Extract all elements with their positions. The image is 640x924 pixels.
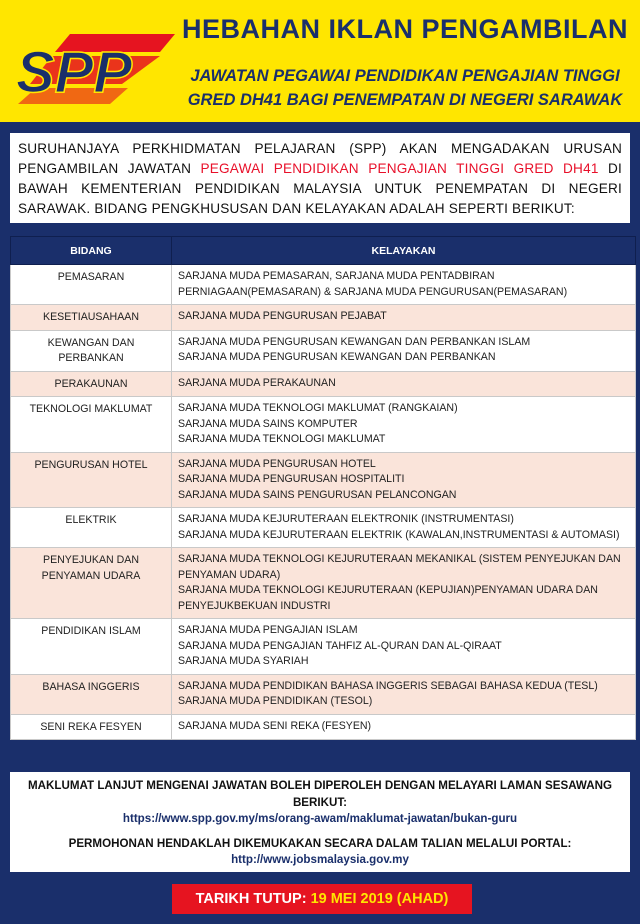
subtitle-line-1: JAWATAN PEGAWAI PENDIDIKAN PENGAJIAN TINGGI [190,67,620,85]
bidang-cell [11,330,172,371]
table-body [11,265,636,740]
kelayakan-line: SARJANA MUDA TEKNOLOGI MAKLUMAT [178,433,386,445]
bidang-cell [11,619,172,675]
kelayakan-line: SARJANA MUDA PENDIDIKAN (TESOL) [178,695,373,707]
bidang-line: BAHASA INGGERIS [42,680,140,693]
bidang-line: PERBANKAN [58,352,124,364]
page-title: HEBAHAN IKLAN PENGAMBILAN [182,14,628,44]
kelayakan-line: SARJANA MUDA PEMASARAN, SARJANA MUDA PENTADBIRAN PERNIAGAAN(PEMASARAN) & SARJANA MUDA PENGURUSAN(PEMASARAN) [178,270,568,298]
kelayakan-line: SARJANA MUDA SAINS PENGURUSAN PELANCONGAN [178,488,457,501]
bidang-line: TEKNOLOGI MAKLUMAT [29,403,153,415]
header-bidang: BIDANG [11,237,172,265]
bidang-line: PEMASARAN [57,271,125,283]
info-line-1: MAKLUMAT LANJUT MENGENAI JAWATAN BOLEH DIPEROLEH DENGAN MELAYARI LAMAN SESAWANG BERIKUT: [28,779,612,809]
bidang-cell [11,305,172,331]
bidang-line: PENYAMAN UDARA [41,569,141,582]
bidang-line: ELEKTRIK [65,514,117,526]
bidang-cell [11,371,172,397]
bidang-line: PENYEJUKAN DAN [43,554,139,566]
header-kelayakan: KELAYAKAN [172,237,636,265]
table-row [11,548,636,619]
bidang-line: KEWANGAN DAN [47,336,135,349]
deadline-label: TARIKH TUTUP: [195,891,307,907]
bidang-line: PENDIDIKAN ISLAM [41,625,141,637]
kelayakan-line: SARJANA MUDA SENI REKA (FESYEN) [178,719,372,732]
bidang-cell [11,548,172,619]
kelayakan-line: SARJANA MUDA TEKNOLOGI KEJURUTERAAN MEKANIKAL (SISTEM PENYEJUKAN DAN PENYAMAN UDARA) [178,553,621,581]
kelayakan-line: SARJANA MUDA TEKNOLOGI KEJURUTERAAN (KEPUJIAN)PENYAMAN UDARA DAN PENYEJUKBEKUAN INDUSTRI [178,584,598,612]
bidang-line: PERAKAUNAN [54,377,128,390]
bidang-cell [11,452,172,508]
subtitle-line-2: GRED DH41 BAGI PENEMPATAN DI NEGERI SARAWAK [187,91,623,109]
table-row [11,452,636,508]
kelayakan-line: SARJANA MUDA SAINS KOMPUTER [178,417,358,430]
kelayakan-cell [172,397,636,453]
kelayakan-line: SARJANA MUDA PENDIDIKAN BAHASA INGGERIS SEBAGAI BAHASA KEDUA (TESL) [178,679,598,692]
kelayakan-line: SARJANA MUDA SYARIAH [178,655,309,667]
kelayakan-cell [172,619,636,675]
kelayakan-line: SARJANA MUDA PENGURUSAN PEJABAT [178,310,387,322]
kelayakan-line: SARJANA MUDA PENGURUSAN HOTEL [178,457,376,470]
bidang-cell [11,674,172,714]
table-row [11,371,636,397]
info-link-1[interactable]: https://www.spp.gov.my/ms/orang-awam/maklumat-jawatan/bukan-guru [122,812,518,825]
header-banner [0,0,640,122]
table-header-row [11,237,636,265]
kelayakan-line: SARJANA MUDA TEKNOLOGI MAKLUMAT (RANGKAIAN) [178,402,458,414]
deadline-date: 19 MEI 2019 (AHAD) [310,891,449,907]
bidang-cell [11,714,172,740]
kelayakan-line: SARJANA MUDA PENGAJIAN ISLAM [178,624,358,636]
kelayakan-cell [172,371,636,397]
info-link-2[interactable]: http://www.jobsmalaysia.gov.my [231,853,409,866]
table-row [11,265,636,305]
kelayakan-line: SARJANA MUDA PERAKAUNAN [178,376,336,389]
table-row [11,305,636,331]
kelayakan-line: SARJANA MUDA PENGURUSAN KEWANGAN DAN PERBANKAN ISLAM [178,335,531,348]
table-row [11,619,636,675]
kelayakan-cell [172,330,636,371]
kelayakan-cell [172,548,636,619]
intro-highlight: PEGAWAI PENDIDIKAN PENGAJIAN TINGGI GRED DH41 [200,161,599,176]
kelayakan-cell [172,674,636,714]
table-row [11,330,636,371]
qualification-table [10,236,636,740]
kelayakan-cell [172,305,636,331]
kelayakan-cell [172,714,636,740]
kelayakan-line: SARJANA MUDA KEJURUTERAAN ELEKTRIK (KAWALAN,INSTRUMENTASI & AUTOMASI) [178,528,620,541]
spp-logo [10,26,175,106]
bidang-line: KESETIAUSAHAAN [43,311,139,323]
kelayakan-cell [172,452,636,508]
kelayakan-line: SARJANA MUDA PENGAJIAN TAHFIZ AL-QURAN DAN AL-QIRAAT [178,639,502,652]
bidang-cell [11,265,172,305]
page-subtitle [180,64,630,112]
table-row [11,508,636,548]
info-gap [18,828,622,836]
table-row [11,714,636,740]
intro-text-1: SURUHANJAYA PERKHIDMATAN PELAJARAN (SPP) AKAN MENGADAKAN URUSAN PENGAMBILAN JAWATAN [18,141,622,176]
info-line-2: PERMOHONAN HENDAKLAH DIKEMUKAKAN SECARA DALAM TALIAN MELALUI PORTAL: [68,836,572,850]
kelayakan-cell [172,508,636,548]
kelayakan-cell [172,265,636,305]
bidang-line: PENGURUSAN HOTEL [34,458,148,471]
kelayakan-line: SARJANA MUDA PENGURUSAN KEWANGAN DAN PERBANKAN [178,351,496,363]
info-box [10,772,630,872]
table-row [11,674,636,714]
intro-text-2: DI BAWAH KEMENTERIAN PENDIDIKAN MALAYSIA UNTUK PENEMPATAN DI NEGERI SARAWAK. BIDANG PENGKHUSUSAN DAN KELAYAKAN ADALAH SEPERTI BERIKUT: [18,161,622,216]
table-row [11,397,636,453]
bidang-cell [11,397,172,453]
kelayakan-line: SARJANA MUDA KEJURUTERAAN ELEKTRONIK (INSTRUMENTASI) [178,513,514,525]
deadline-banner [172,884,472,914]
intro-paragraph [10,133,630,223]
kelayakan-line: SARJANA MUDA PENGURUSAN HOSPITALITI [178,473,405,485]
logo-text: SPP [16,40,133,105]
bidang-cell [11,508,172,548]
bidang-line: SENI REKA FESYEN [40,720,142,733]
